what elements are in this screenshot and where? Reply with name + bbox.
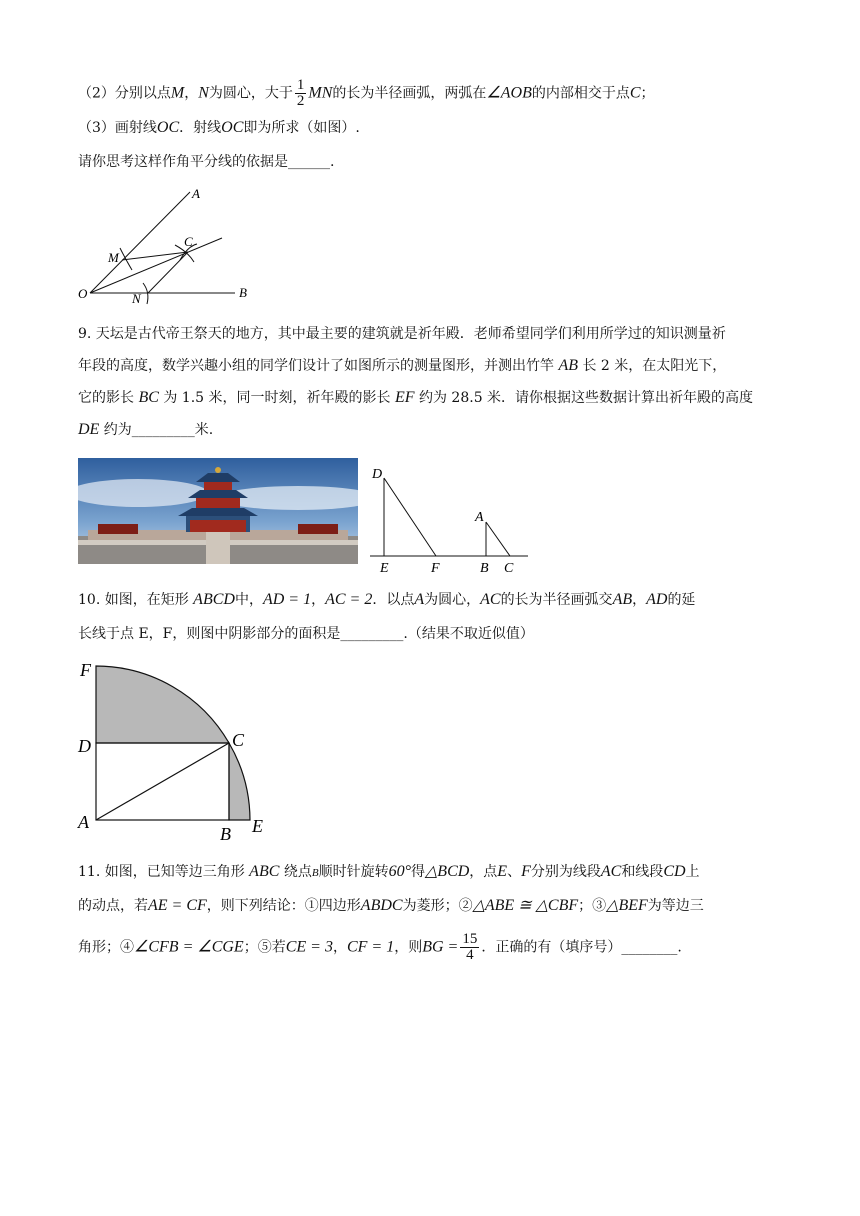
diagonal-AC — [96, 743, 229, 820]
shaded-region-right — [229, 743, 250, 820]
fraction-15-4: $\frac{15}{4}$ — [462, 931, 478, 963]
shaded-region-top — [96, 666, 229, 743]
q10-line1: 10. 如图，在矩形 ABCD中，AD = 1，AC = 2．以点A为圆心，AC的长为半径画弧交AB，AD的延 — [78, 591, 696, 608]
q11-line1: 11. 如图，已知等边三角形 ABC 绕点B顺时针旋转60°得△BCD，点E、F分别为线段AC和线段CD上 — [78, 863, 700, 880]
q9-line1: 9. 天坛是古代帝王祭天的地方，其中最主要的建筑就是祈年殿．老师希望同学们利用所学过的知识测量祈 — [78, 326, 726, 342]
q9-line3: 它的影长 BC 为 1.5 米，同一时刻，祈年殿的影长 EF 约为 28.5 米．请你根据这些数据计算出祈年殿的高度 — [78, 389, 754, 406]
q9-line4: DE 约为_________米. — [78, 421, 214, 438]
label-B: B — [239, 285, 247, 300]
angle-bisector-figure — [70, 180, 270, 310]
label-C: C — [184, 234, 193, 249]
segment-AC — [486, 522, 510, 556]
label-E: E — [380, 561, 389, 575]
q8-step3: （3）画射线OC．射线OC即为所求（如图）. — [78, 119, 360, 136]
temple-of-heaven-photo — [78, 458, 358, 564]
q9-line2: 年段的高度，数学兴趣小组的同学们设计了如图所示的测量图形，并测出竹竿 AB 长 2 米，在太阳光下， — [78, 357, 727, 374]
ray-OA — [90, 192, 190, 293]
segment-DF — [384, 478, 436, 556]
rectangle-arc-figure — [74, 656, 284, 848]
label-B: B — [220, 824, 231, 844]
q10-line2: 长线于点 E，F，则图中阴影部分的面积是_________.（结果不取近似值） — [78, 626, 534, 642]
q11-line2: 的动点，若AE = CF，则下列结论：①四边形ABDC为菱形；②△ABE ≅ △CBF；③△BEF为等边三 — [78, 897, 704, 914]
label-C: C — [504, 561, 514, 575]
label-A: A — [78, 812, 89, 832]
label-A: A — [475, 510, 484, 525]
label-F: F — [80, 660, 91, 680]
label-N: N — [132, 291, 141, 306]
label-C: C — [232, 730, 245, 750]
label-M: M — [108, 250, 119, 265]
q8-question: 请你思考这样作角平分线的依据是______. — [78, 154, 335, 170]
shadow-measure-diagram — [362, 460, 532, 575]
label-E: E — [252, 816, 263, 836]
label-D: D — [78, 736, 91, 756]
label-B: B — [480, 561, 489, 575]
fraction-half: $\frac{1}{2}$ — [296, 77, 305, 109]
label-A: A — [192, 186, 200, 201]
label-D: D — [372, 467, 383, 482]
q11-line3: 角形；④∠CFB = ∠CGE；⑤若CE = 3，CF = 1，则BG = $\frac{15}{4}$ ．正确的有（填序号）________. — [78, 931, 682, 963]
segment-NC — [148, 252, 188, 293]
q8-step2: （2）分别以点M，N为圆心，大于 $\frac{1}{2}$ MN的长为半径画弧，两弧在∠AOB的内部相交于点C； — [78, 77, 655, 109]
label-F: F — [431, 561, 440, 575]
label-O: O — [78, 286, 88, 301]
